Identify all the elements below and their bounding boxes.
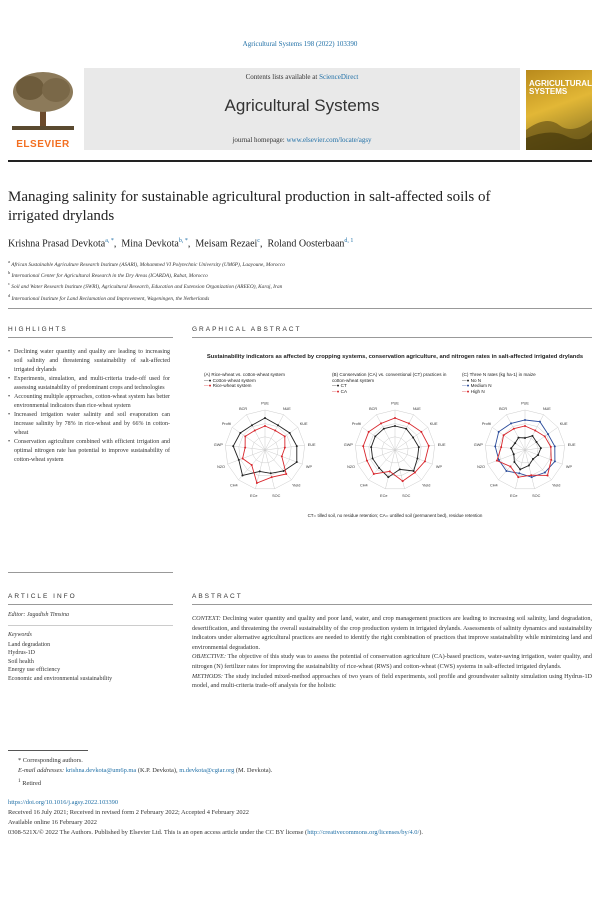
legend-item: —● No N [462, 377, 482, 383]
radar-point [283, 470, 285, 472]
radar-point [405, 428, 407, 430]
radar-axis-label: NUE [412, 406, 421, 411]
radar-point [524, 425, 526, 427]
radar-axis-label: SOC [402, 494, 411, 499]
radar-point [528, 465, 530, 467]
radar-point [402, 480, 404, 482]
radar-point [428, 445, 430, 447]
radar-point [239, 432, 241, 434]
tree-icon [8, 70, 78, 132]
highlight-item: • Accounting multiple approaches, cotton-wheat system has better environmental indicators than rice-wheat system [8, 393, 170, 411]
abstract-methods: METHODS: The study included mixed-method approaches of two years of field experiments, soil profile and groundwater salinity simulation using Hydrus-1D model, and multi-criteria trade-off analysis for the holistic [192, 672, 593, 690]
radar-point [544, 471, 546, 473]
figure-footnote: CT= tilled soil, no residue retention; CA= untilled soil (permanent bed), residue retention [307, 513, 483, 518]
radar-point [514, 442, 516, 444]
radar-point [498, 431, 500, 433]
highlight-item: • Increased irrigation water salinity and soil evaporation can increase salinity by 78% in rice-wheat and by 66% in cotton-wheat [8, 411, 170, 438]
radar-point [416, 458, 418, 460]
radar-point [536, 441, 538, 443]
author-list: Krishna Prasad Devkota$^{a, *}$, Mina Devkota$^{b, *}$, Meisam Rezaei$^c$, Roland Oosterbaan$^{d, 1}$ [8, 238, 354, 250]
radar-point [513, 453, 515, 455]
radar-point [496, 460, 498, 462]
radar-point [264, 425, 266, 427]
radar-point [500, 446, 502, 448]
radar-axis-label: SOC [272, 494, 281, 499]
radar-point [517, 476, 519, 478]
radar-point [418, 446, 420, 448]
author-name[interactable]: Meisam Rezaei [195, 238, 258, 250]
radar-point [505, 470, 507, 472]
radar-axis-label: EUE [307, 442, 316, 447]
radar-series-line [243, 426, 287, 483]
affiliations [8, 258, 592, 303]
radar-point [244, 435, 246, 437]
radar-point [534, 430, 536, 432]
online-date: Available online 16 February 2022 [8, 819, 97, 826]
radar-point [532, 458, 534, 460]
radar-axis-label: SOC [532, 494, 541, 499]
radar-point [238, 459, 240, 461]
radar-axis-label: PUE [521, 401, 529, 406]
radar-point [510, 447, 512, 449]
radar-point [284, 435, 286, 437]
radar-point [530, 474, 532, 476]
radar-point [242, 458, 244, 460]
radar-axis-label: BCR [239, 406, 248, 411]
graphical-abstract-divider [192, 337, 592, 338]
radar-point [387, 476, 389, 478]
radar-spoke [358, 450, 395, 464]
radar-point [510, 422, 512, 424]
abstract-objective: OBJECTIVE: The objective of this study was to assess the potential of conservation agriculture (CA)-based practices, water-saving irrigation, water quality, and nitrogen (N) fertilizer rates for improving the sustainability of rice-wheat (RWS) and cotton-wheat (CWS) systems in salt-affected irrigated drylands. [192, 653, 592, 670]
homepage-link[interactable]: www.elsevier.com/locate/agsy [286, 136, 372, 144]
journal-masthead [8, 64, 592, 154]
radar-point [378, 467, 380, 469]
radar-axis-label: CH4 [360, 483, 368, 488]
highlights-end-divider [8, 572, 173, 573]
license-link[interactable]: http://creativecommons.org/licenses/by/4.0/ [307, 829, 420, 836]
graphical-abstract-figure[interactable] [200, 350, 590, 520]
radar-point [254, 430, 256, 432]
radar-axis-label: N2O [217, 465, 225, 470]
radar-point [550, 446, 552, 448]
radar-axis-label: CH4 [490, 483, 498, 488]
radar-axis-label: N2O [347, 465, 355, 470]
radar-axis-label: WP [565, 465, 573, 470]
radar-axis-label: N2O [477, 465, 485, 470]
editor-line: Editor: Jagadish Timsina [8, 612, 70, 618]
cover-title: AGRICULTURAL SYSTEMS [529, 79, 592, 96]
radar-spoke [228, 450, 265, 464]
radar-point [547, 474, 549, 476]
radar-axis-label: ECe [510, 494, 518, 499]
radar-axis-label: WP [305, 465, 313, 470]
radar-point [537, 454, 539, 456]
radar-point [271, 476, 273, 478]
email-link[interactable]: m.devkota@cgiar.org [179, 767, 235, 774]
legend-item: —● Medium N [462, 383, 492, 388]
retired-note: $^1$ Retired [18, 778, 42, 788]
radar-point [519, 468, 521, 470]
journal-cover[interactable] [526, 70, 592, 150]
radar-point [531, 476, 533, 478]
radar-point [274, 430, 276, 432]
radar-axis-label: KUE [559, 421, 568, 426]
keyword: Economic and environmental sustainability [8, 675, 113, 682]
legend-item: —● CT [332, 383, 347, 388]
radar-spoke [395, 415, 414, 450]
radar-series-line [511, 436, 541, 470]
radar-point [370, 446, 372, 448]
keyword: Soil health [8, 658, 34, 665]
masthead-banner [84, 68, 520, 150]
highlight-item: • Declining water quantity and quality are leading to increasing soil salinity and threatening sustainability of salt-affected irrigated drylands [8, 348, 170, 375]
legend-item: —● High N [462, 388, 485, 394]
footnotes [8, 756, 592, 789]
radar-axis-label: EUE [567, 442, 576, 447]
radar-axis-label: ECe [380, 494, 388, 499]
abstract-heading: ABSTRACT [192, 593, 243, 600]
affiliation: $^b$ International Center for Agricultural Research in the Dry Areas (ICARDA), Rabat, Morocco [8, 270, 208, 279]
radar-point [414, 471, 416, 473]
affiliation: $^c$ Soil and Water Research Institute (SWRI), Agricultural Research, Education and Extension Organization (AREEO), Karaj, Iran [8, 281, 283, 291]
radar-point [554, 460, 556, 462]
radar-point [399, 468, 401, 470]
highlights-heading: HIGHLIGHTS [8, 326, 68, 333]
radar-point [383, 428, 385, 430]
radar-point [408, 422, 410, 424]
affiliation: $^a$ African Sustainable Agriculture Research Institute (ASARI), Mohammed VI Polytechnic University (UM6P), Laayoune, Morocco [8, 259, 285, 268]
radar-point [524, 419, 526, 421]
highlights-list [8, 348, 170, 465]
email-note: E-mail addresses: krishna.devkota@um6p.ma (K.P. Devkota), m.devkota@cgiar.org (M. Devkota). [18, 767, 273, 774]
radar-point [372, 458, 374, 460]
cover-art-icon [526, 70, 592, 150]
radar-point [550, 459, 552, 461]
radar-point [524, 437, 526, 439]
article-info-divider [8, 604, 173, 605]
radar-axis-label: BCR [369, 406, 378, 411]
keywords-list [8, 641, 112, 683]
author-name[interactable]: Mina Devkota [121, 238, 179, 250]
radar-axis-label: GWP [343, 442, 353, 447]
journal-title: Agricultural Systems [224, 96, 380, 115]
radar-point [251, 424, 253, 426]
sciencedirect-link[interactable]: ScienceDirect [319, 73, 359, 81]
radar-point [289, 432, 291, 434]
highlight-item: • Experiments, simulation, and multi-criteria trade-off used for assessing sustainability of predominant crops and technologies [8, 375, 170, 393]
radar-point [424, 460, 426, 462]
legend-item: —● CA [332, 388, 348, 394]
radar-point [503, 434, 505, 436]
license-line: 0308-521X/© 2022 The Authors. Published by Elsevier Ltd. This is an open access article under the CC BY license (http://creativecommons.org/licenses/by/4.0/). [8, 829, 423, 836]
radar-point [513, 428, 515, 430]
radar-spoke [488, 450, 525, 464]
contents-line: Contents lists available at ScienceDirect [245, 73, 359, 81]
radar-point [296, 445, 298, 447]
panel-label-a: (A) Rice-wheat vs. cotton-wheat system —● Cotton-wheat system —● Rice-wheat system [204, 372, 324, 389]
keywords-heading: Keywords [8, 632, 32, 638]
radar-axis-label: PUE [261, 401, 269, 406]
radar-axis-label: Profit [221, 421, 231, 426]
radar-axis-label: NUE [282, 406, 291, 411]
homepage-line: journal homepage: www.elsevier.com/locate/agsy [232, 136, 372, 144]
journal-reference[interactable]: Agricultural Systems 198 (2022) 103390 [242, 40, 358, 48]
header-divider [8, 160, 592, 162]
radar-point [494, 445, 496, 447]
elsevier-logo[interactable] [8, 70, 78, 150]
panel-label-c: (C) Three N rates (kg ha-1) in maize —● No N —● Medium N —● High N [462, 372, 582, 394]
article-info-heading: ARTICLE INFO [8, 593, 77, 600]
highlight-item: • Conservation agriculture combined with efficient irrigation and optimal nitrogen rate has potential to improve sustainability of cotton-wheat system [8, 438, 170, 465]
radar-spoke [525, 450, 535, 489]
radar-axis-label: Yield [552, 483, 561, 488]
radar-spoke [506, 415, 525, 450]
radar-point [540, 447, 542, 449]
graphical-abstract-heading: GRAPHICAL ABSTRACT [192, 326, 302, 333]
radar-point [264, 417, 266, 419]
abstract-body [192, 614, 592, 691]
radar-axis-label: CH4 [230, 483, 238, 488]
radar-axis-label: GWP [473, 442, 483, 447]
radar-axis-label: ECe [250, 494, 258, 499]
publication-info [8, 798, 592, 838]
radar-point [531, 435, 533, 437]
radar-axis-label: Profit [351, 421, 361, 426]
email-link[interactable]: krishna.devkota@um6p.ma [65, 767, 137, 774]
radar-point [232, 445, 234, 447]
abstract-divider [192, 604, 592, 605]
radar-point [259, 470, 261, 472]
radar-point [285, 473, 287, 475]
radar-axis-label: Profit [481, 421, 491, 426]
radar-point [513, 461, 515, 463]
article-title: Managing salinity for sustainable agricultural production in salt-affected soils of irrigated drylands [8, 189, 491, 224]
radar-axis-label: EUE [437, 442, 446, 447]
radar-point [296, 461, 298, 463]
radar-point [412, 437, 414, 439]
highlights-divider [8, 337, 173, 338]
radar-point [284, 447, 286, 449]
keyword: Land degradation [8, 642, 51, 648]
radar-point [547, 433, 549, 435]
radar-point [509, 465, 511, 467]
doi-link[interactable]: https://doi.org/10.1016/j.agsy.2022.103390 [8, 799, 119, 806]
radar-point [394, 425, 396, 427]
received-dates: Received 16 July 2021; Received in revised form 2 February 2022; Accepted 4 February 2022 [8, 809, 250, 816]
radar-point [380, 422, 382, 424]
radar-axis-label: WP [435, 465, 443, 470]
radar-point [241, 474, 243, 476]
legend-item: —● Cotton-wheat system [204, 377, 256, 383]
radar-point [373, 473, 375, 475]
radar-axis-label: KUE [299, 421, 308, 426]
radar-point [281, 455, 283, 457]
radar-point [518, 472, 520, 474]
legend-item: —● Rice-wheat system [204, 383, 252, 388]
radar-axis-label: Yield [292, 483, 301, 488]
radar-point [544, 435, 546, 437]
figure-title: Sustainability indicators as affected by cropping systems, conservation agriculture, and nitrogen rates in salt-affected irrigated drylands [206, 354, 584, 360]
radar-spoke [265, 450, 275, 489]
affiliation-divider [8, 308, 592, 309]
radar-point [389, 470, 391, 472]
radar-point [270, 472, 272, 474]
footnote-divider [8, 750, 88, 751]
radar-axis-label: Yield [422, 483, 431, 488]
radar-axis-label: PUE [391, 401, 399, 406]
radar-axis-label: GWP [213, 442, 223, 447]
author-name[interactable]: Krishna Prasad Devkota [8, 238, 106, 250]
elsevier-wordmark: ELSEVIER [16, 139, 70, 150]
radar-charts [200, 350, 590, 520]
radar-axis-label: KUE [429, 421, 438, 426]
radar-point [554, 445, 556, 447]
radar-point [362, 445, 364, 447]
abstract-context: CONTEXT: Declining water quantity and quality and poor land, water, and crop management practices are leading to increasing soil salinity, land degradation, desertification, and threatening the overall sustainability of the crop production system in irrigated drylands. Assessments of salinity dynamics and sustainability indicators under alternative agricultural practices are needed to identify the right combination of practices that improve sustainability while minimizing land and environmental degradation. [192, 615, 593, 651]
editor-divider [8, 625, 173, 626]
affiliation: $^d$ International Institute for Land Reclamation and Improvement, Wageningen, the Netherlands [8, 292, 210, 302]
corresponding-note: * Corresponding authors. [18, 757, 83, 764]
radar-point [251, 464, 253, 466]
radar-point [517, 437, 519, 439]
radar-axis-label: NUE [542, 406, 551, 411]
radar-point [277, 424, 279, 426]
radar-point [256, 482, 258, 484]
radar-axis-label: BCR [499, 406, 508, 411]
radar-point [498, 459, 500, 461]
radar-point [368, 431, 370, 433]
radar-point [539, 421, 541, 423]
keyword: Hydrus-1D [8, 650, 35, 657]
radar-point [413, 470, 415, 472]
radar-point [374, 435, 376, 437]
radar-point [394, 417, 396, 419]
panel-label-b: (B) Conservation (CA) vs. conventional (CT) practices in cotton-wheat system —● CT —● CA [332, 372, 452, 394]
radar-point [366, 460, 368, 462]
radar-point [244, 447, 246, 449]
radar-spoke [385, 450, 395, 489]
radar-point [420, 431, 422, 433]
keyword: Energy use efficiency [8, 667, 61, 674]
author-name[interactable]: Roland Oosterbaan [267, 238, 345, 250]
